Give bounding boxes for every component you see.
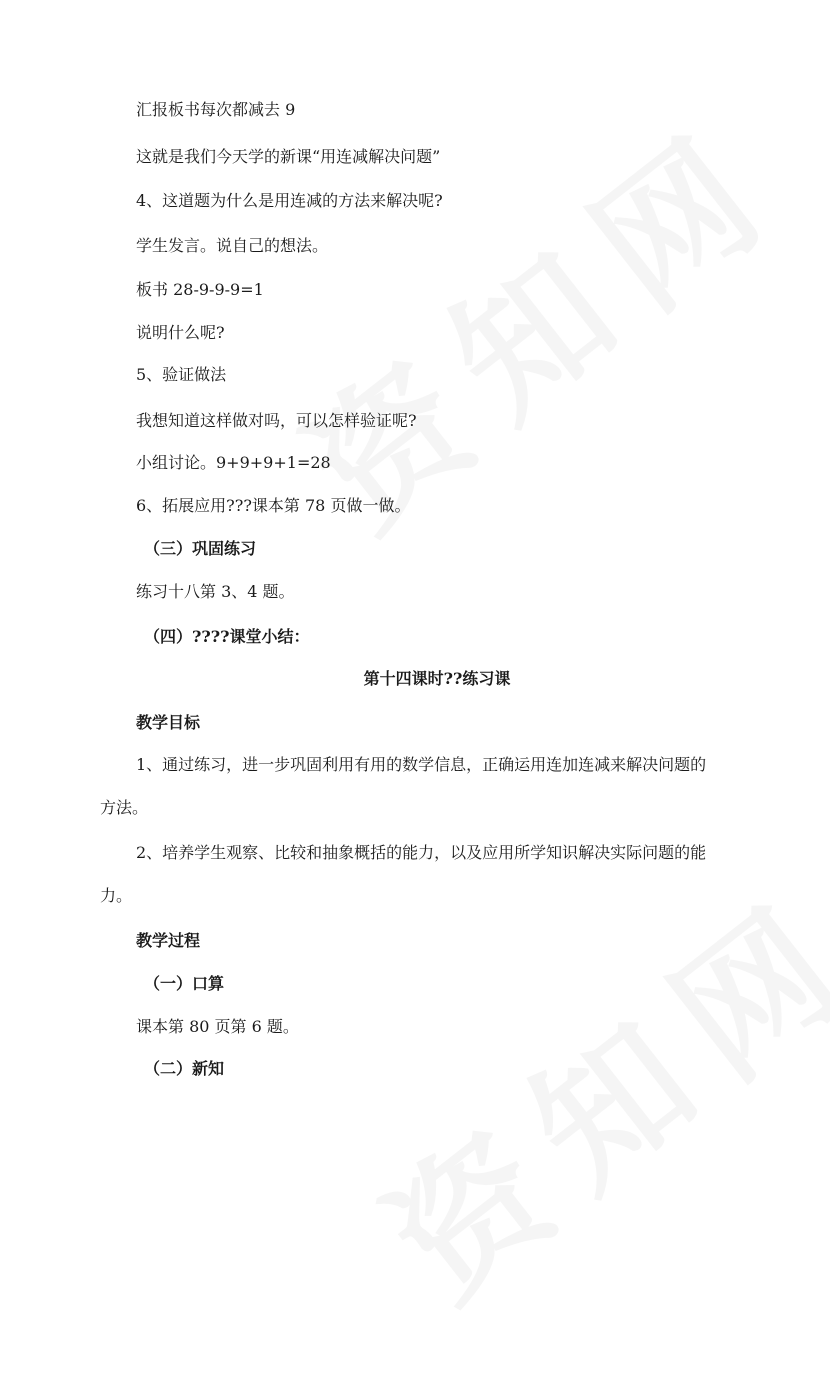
paragraph-how-verify: 我想知道这样做对吗，可以怎样验证呢? bbox=[136, 411, 417, 430]
paragraph-verify: 5、验证做法 bbox=[136, 365, 227, 384]
paragraph-exercise-18: 练习十八第 3、4 题。 bbox=[136, 582, 295, 601]
paragraph-board-equation: 板书 28-9-9-9=1 bbox=[136, 280, 264, 299]
paragraph-textbook-page-80: 课本第 80 页第 6 题。 bbox=[136, 1017, 299, 1036]
paragraph-explain: 说明什么呢? bbox=[136, 323, 225, 342]
watermark-bottom bbox=[338, 947, 782, 1373]
lesson-title: 第十四课时??练习课 bbox=[363, 669, 511, 688]
goal-1: 1、通过练习，进一步巩固利用有用的数学信息，正确运用连加连减来解决问题的 bbox=[136, 755, 707, 774]
section-heading-new-knowledge: （二）新知 bbox=[144, 1059, 225, 1078]
paragraph-extension: 6、拓展应用???课本第 78 页做一做。 bbox=[136, 496, 411, 515]
goal-2: 2、培养学生观察、比较和抽象概括的能力，以及应用所学知识解决实际问题的能 bbox=[136, 843, 707, 862]
section-heading-summary: （四）????课堂小结： bbox=[144, 627, 310, 646]
heading-teaching-process: 教学过程 bbox=[136, 931, 201, 950]
goal-2-continued: 力。 bbox=[100, 886, 133, 905]
paragraph-student-speech: 学生发言。说自己的想法。 bbox=[136, 236, 329, 255]
section-heading-oral: （一）口算 bbox=[144, 974, 225, 993]
paragraph-group-discussion: 小组讨论。9+9+9+1=28 bbox=[136, 453, 331, 472]
paragraph-new-lesson: 这就是我们今天学的新课“用连减解决问题” bbox=[136, 147, 441, 166]
paragraph-question-4: 4、这道题为什么是用连减的方法来解决呢? bbox=[136, 191, 443, 210]
heading-teaching-goals: 教学目标 bbox=[136, 713, 201, 732]
section-heading-consolidate: （三）巩固练习 bbox=[144, 539, 257, 558]
goal-1-continued: 方法。 bbox=[100, 798, 149, 817]
paragraph-report: 汇报板书每次都减去 9 bbox=[136, 100, 296, 119]
